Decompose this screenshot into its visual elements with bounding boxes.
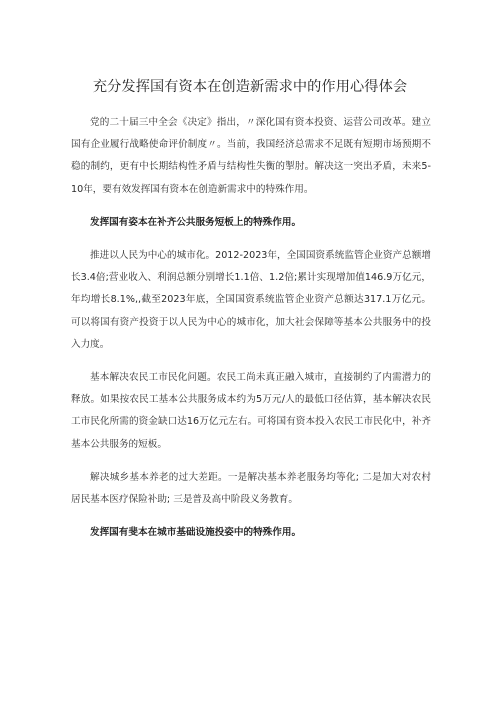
document-title: 充分发挥国有资本在创造新需求中的作用心得体会 — [92, 79, 408, 95]
section-heading-public-services: 发挥国有姿本在补齐公共服务短板上的特殊作用。 — [90, 216, 302, 228]
paragraph-urbanization: 推进以人民为中心的城市化。2012-2023年，全国国资系统监管企业资产总额增长3.4倍;营业收入、利润总额分别增长1.1倍、1.2倍;累计实现增加值146.9万亿元，年均增长8.1%,,截至2023年底，全国国资系统监管企业资产总额达317.1万亿元。可以将国有资产投资于以人民为中心的城市化，加大社会保障等基本公共服务中的投入力度。 — [71, 250, 431, 350]
paragraph-pension-gap: 解决城乡基本养老的过大差距。一是解决基本养老服务均等化; 二是加大对农村居民基本医疗保险补助; 三是普及高中阶段义务教育。 — [71, 471, 431, 506]
section-heading-infrastructure: 发挥国有斐本在城市基础设施投姿中的特殊作用。 — [90, 527, 302, 539]
document-body — [71, 112, 431, 544]
paragraph-migrant-workers: 基本解决农民工市民化问题。农民工尚未真正融入城市，直接制约了内需潜力的释放。如果按农民工基本公共服务成本约为5万元/人的最低口径估算，基本解决农民工市民化所需的资金缺口达16万亿元左右。可将国有资本投入农民工市民化中，补齐基本公共服务的短板。 — [71, 372, 431, 450]
intro-paragraph: 党的二十届三中全会《决定》指出，〃深化国有资本投资、运营公司改革。建立国有企业履行战略使命评价制度〃。当前，我国经济总需求不足既有短期市场预期不稳的制约，更有中长期结构性矛盾与结构性失衡的掣肘。解决这一突出矛盾，未来5-10年，要有效发挥国有资本在创造新需求中的特殊作用。 — [71, 117, 431, 195]
